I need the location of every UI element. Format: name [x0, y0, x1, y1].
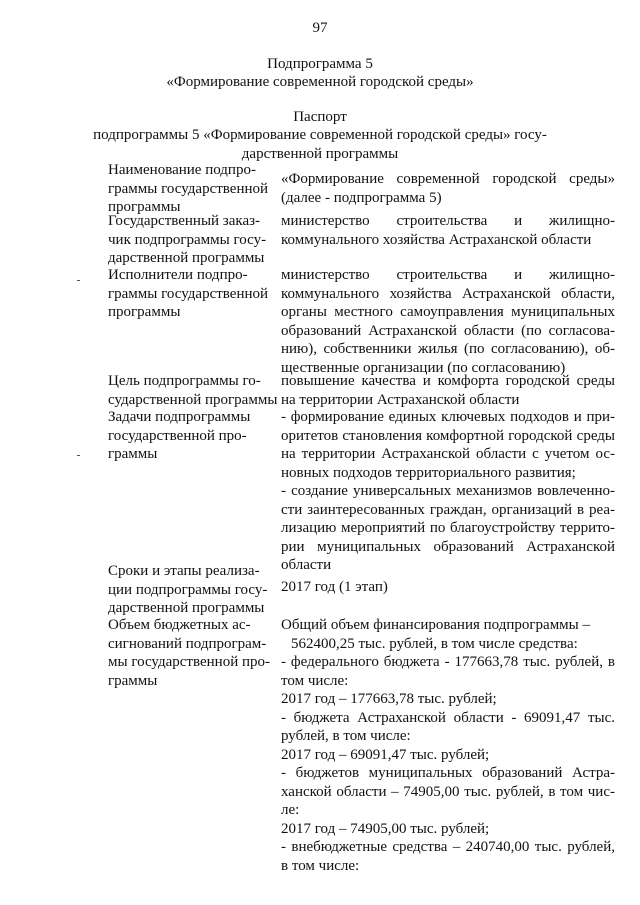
row-label-customer [108, 212, 276, 268]
label-line: Цель подпрограммы го- [108, 373, 261, 389]
value-line: области [281, 557, 332, 573]
label-line: Объем бюджетных ас- [108, 617, 251, 633]
value-line: - создание универсальных механизмов вовлеченно- [281, 483, 615, 499]
row-label-budget [108, 616, 276, 690]
value-line: ле: [281, 802, 300, 818]
value-line: коммунального хозяйства Астраханской области, [281, 285, 615, 302]
label-line: государственной про- [108, 427, 247, 444]
margin-mark [77, 280, 80, 281]
label-line: дарственной программы [108, 600, 265, 616]
value-line: 2017 год – 74905,00 тыс. рублей; [281, 820, 490, 837]
label-line: Государственный заказ- [108, 213, 261, 229]
page-number: 97 [312, 20, 328, 36]
label-line: граммы государственной [108, 285, 269, 302]
label-line: сигнований подпрограм- [108, 635, 267, 652]
value-line: образований Астраханской области (по согласова- [281, 322, 615, 339]
value-line: лизацию мероприятий по благоустройству террито- [281, 520, 615, 536]
label-line: Задачи подпрограммы [108, 409, 251, 425]
value-line: щественные организации (по согласованию) [281, 359, 566, 376]
value-line: - федерального бюджета - 177663,78 тыс. рублей, в [281, 654, 615, 670]
label-line: сударственной программы [108, 391, 278, 408]
row-label-executors [108, 266, 276, 322]
label-line: ции подпрограммы госу- [108, 581, 268, 598]
value-line: на территории Астраханской области [281, 391, 520, 408]
row-value-budget [281, 616, 615, 875]
value-line: Общий объем финансирования подпрограммы – [281, 617, 591, 633]
value-line: рии муниципальных образований Астраханской [281, 538, 615, 555]
row-value-customer [281, 212, 615, 249]
passport-title: Паспорт [293, 109, 347, 125]
passport-subtitle-line1: подпрограммы 5 «Формирование современной городской среды» госу- [93, 127, 547, 143]
value-line: коммунального хозяйства Астраханской области [281, 231, 592, 248]
value-line: министерство строительства и жилищно- [281, 267, 615, 283]
value-line: новных подходов территориального развития; [281, 464, 576, 481]
value-line: 2017 год – 69091,47 тыс. рублей; [281, 746, 490, 763]
margin-mark [77, 455, 80, 456]
value-line: оритетов становления комфортной городской среды [281, 427, 615, 444]
label-line: чик подпрограммы госу- [108, 231, 267, 248]
label-line: граммы государственной [108, 180, 269, 197]
label-line: программы [108, 199, 181, 215]
row-value-goal [281, 372, 615, 409]
value-line: ханской области – 74905,00 тыс. рублей, в том чис- [281, 783, 615, 800]
row-value-tasks [281, 408, 615, 575]
row-label-tasks [108, 408, 276, 464]
subprogram-name: «Формирование современной городской среды» [166, 74, 474, 90]
label-line: программы [108, 304, 181, 320]
value-line: «Формирование современной городской среды» [281, 171, 615, 187]
label-line: мы государственной про- [108, 654, 270, 670]
value-line: в том числе: [281, 857, 360, 874]
subprogram-title: Подпрограмма 5 [267, 56, 373, 72]
label-line: граммы [108, 446, 158, 462]
value-line: на территории Астраханской области с учетом ос- [281, 446, 615, 462]
label-line: дарственной программы [108, 250, 265, 266]
value-line: министерство строительства и жилищно- [281, 213, 615, 229]
value-line: - бюджета Астраханской области - 69091,47 тыс. [281, 709, 615, 726]
label-line: Наименование подпро- [108, 162, 256, 178]
value-line: рублей, в том числе: [281, 728, 411, 744]
value-line: повышение качества и комфорта городской среды [281, 373, 615, 389]
label-line: Исполнители подпро- [108, 267, 248, 283]
label-line: Сроки и этапы реализа- [108, 563, 260, 579]
value-line: сти заинтересованных граждан, организаций в реа- [281, 501, 615, 518]
row-value-executors [281, 266, 615, 377]
value-line: (далее - подпрограмма 5) [281, 189, 442, 206]
row-label-goal [108, 372, 276, 409]
value-line: том числе: [281, 672, 349, 689]
row-value-timeline [281, 578, 615, 597]
row-label-timeline [108, 562, 276, 618]
value-line: - внебюджетные средства – 240740,00 тыс. рублей, [281, 839, 615, 855]
row-label-name [108, 161, 276, 217]
row-value-name [281, 170, 615, 207]
value-line: нию), собственники жилья (по согласованию), об- [281, 341, 615, 357]
value-line: 562400,25 тыс. рублей, в том числе средства: [291, 635, 578, 652]
value-line: - бюджетов муниципальных образований Астра- [281, 765, 615, 781]
value-line: 2017 год – 177663,78 тыс. рублей; [281, 691, 497, 707]
value-line: органы местного самоуправления муниципальных [281, 304, 615, 320]
label-line: граммы [108, 672, 158, 689]
passport-subtitle-line2: дарственной программы [241, 146, 399, 162]
value-line: 2017 год (1 этап) [281, 579, 388, 595]
value-line: - формирование единых ключевых подходов и при- [281, 409, 615, 425]
